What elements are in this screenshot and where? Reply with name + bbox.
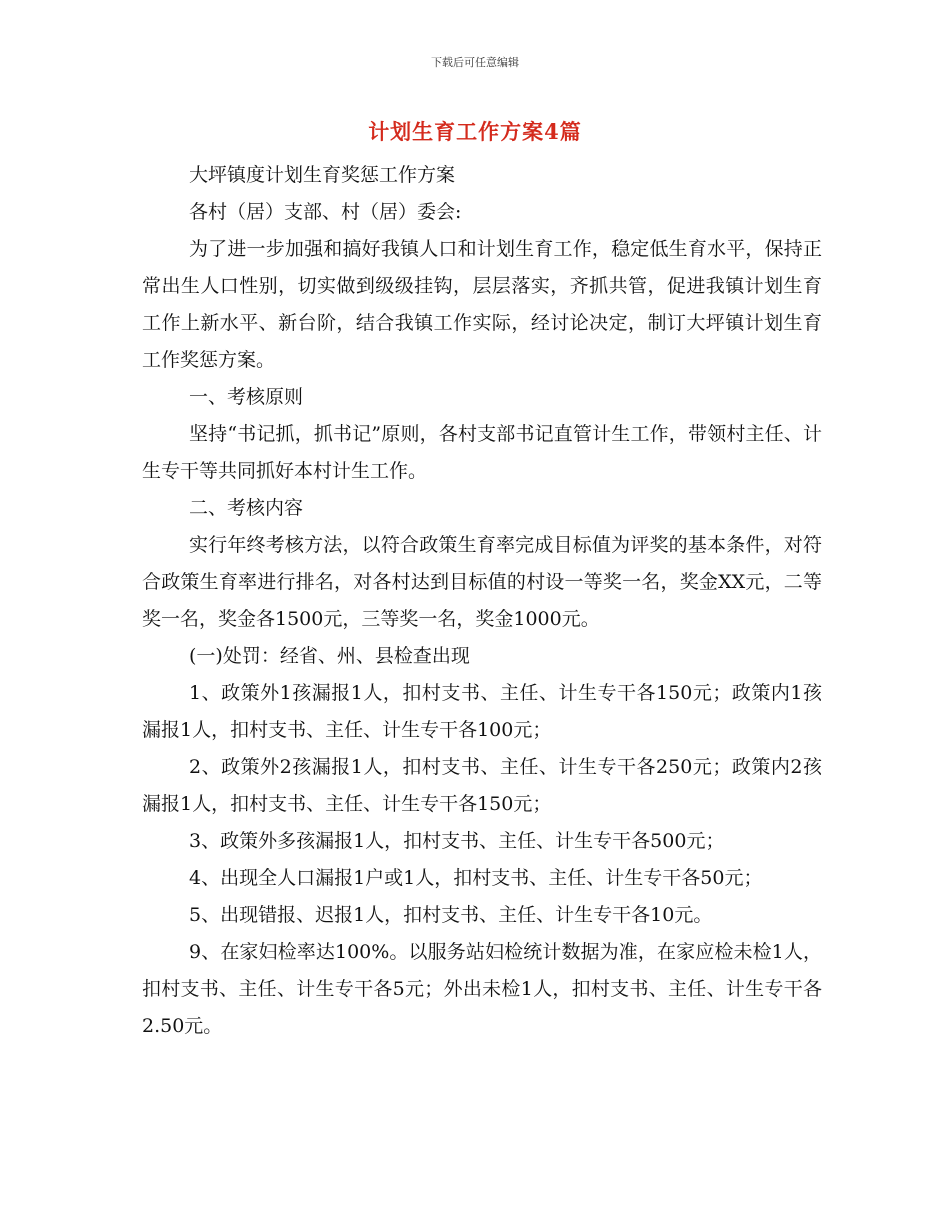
list-item-2: 2、政策外2孩漏报1人，扣村支书、主任、计生专干各250元；政策内2孩漏报1人，扣村支书、主任、计生专干各150元； [142,756,822,815]
paragraph-principles: 坚持“书记抓，抓书记”原则，各村支部书记直管计生工作，带领村主任、计生专干等共同抓好本村计生工作。 [142,423,822,482]
paragraph-penalty-heading: (一)处罚：经省、州、县检查出现 [189,645,470,667]
list-item-3: 3、政策外多孩漏报1人，扣村支书、主任、计生专干各500元； [189,830,725,852]
header-note: 下载后可任意编辑 [431,56,519,69]
paragraph-salutation: 各村（居）支部、村（居）委会: [189,201,462,223]
list-item-5: 5、出现错报、迟报1人，扣村支书、主任、计生专干各10元。 [189,904,713,926]
document-body [142,157,822,1045]
list-item-4: 4、出现全人口漏报1户或1人，扣村支书、主任、计生专干各50元； [189,867,763,889]
paragraph-intro: 为了进一步加强和搞好我镇人口和计划生育工作，稳定低生育水平，保持正常出生人口性别，切实做到级级挂钩，层层落实，齐抓共管，促进我镇计划生育工作上新水平、新台阶，结合我镇工作实际，经讨论决定，制订大坪镇计划生育工作奖惩方案。 [142,238,822,371]
paragraph-subtitle: 大坪镇度计划生育奖惩工作方案 [189,164,456,186]
document-title: 计划生育工作方案4篇 [368,119,582,144]
section-heading-principles: 一、考核原则 [189,386,304,408]
paragraph-content: 实行年终考核方法，以符合政策生育率完成目标值为评奖的基本条件，对符合政策生育率进行排名，对各村达到目标值的村设一等奖一名，奖金XX元，二等奖一名，奖金各1500元，三等奖一名，奖金1000元。 [142,534,822,630]
list-item-1: 1、政策外1孩漏报1人，扣村支书、主任、计生专干各150元；政策内1孩漏报1人，扣村支书、主任、计生专干各100元； [142,682,822,741]
list-item-9: 9、在家妇检率达100%。以服务站妇检统计数据为准，在家应检未检1人，扣村支书、主任、计生专干各5元；外出未检1人，扣村支书、主任、计生专干各2.50元。 [142,941,822,1037]
section-heading-content: 二、考核内容 [189,497,304,519]
